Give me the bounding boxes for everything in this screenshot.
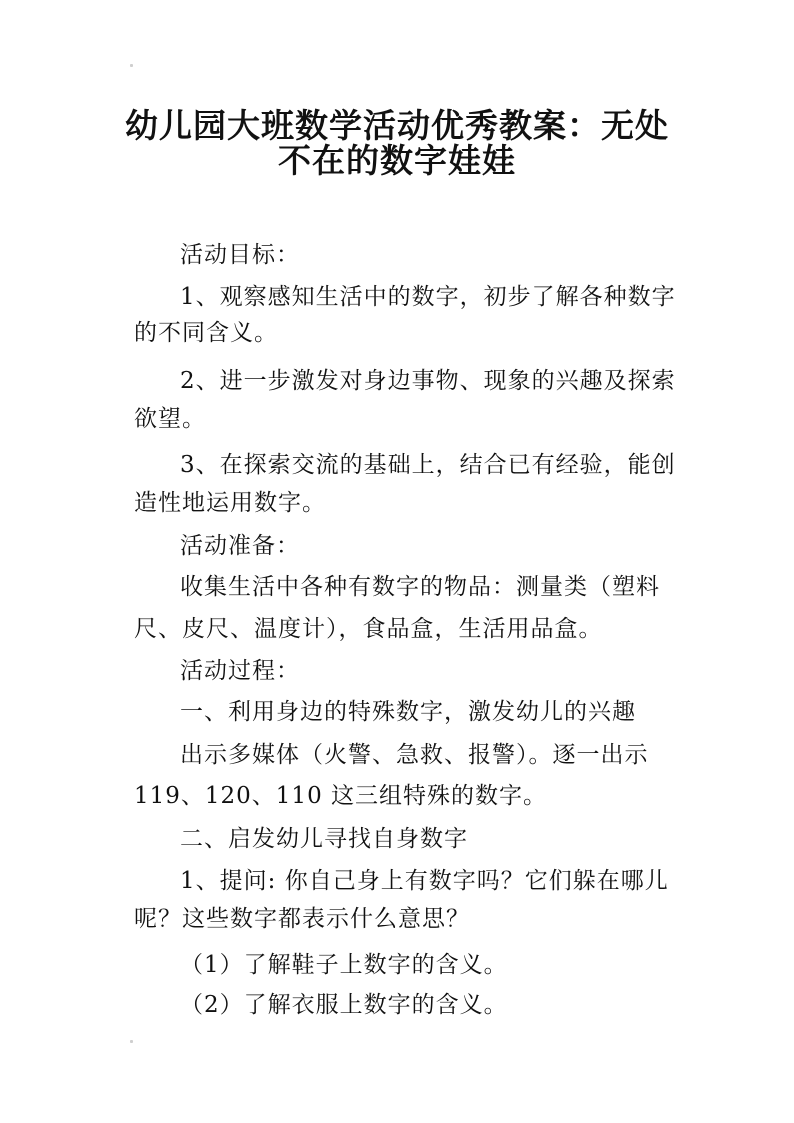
goal-2-line-1: 2、进一步激发对身边事物、现象的兴趣及探索 bbox=[180, 368, 676, 394]
process-section-1-line-2: 119、120、110 这三组特殊的数字。 bbox=[134, 783, 548, 809]
heading-activity-process: 活动过程： bbox=[180, 658, 300, 684]
corner-mark bbox=[130, 64, 133, 67]
process-section-1-line-1: 出示多媒体（火警、急救、报警）。逐一出示 bbox=[180, 742, 649, 768]
question-line-1: 1、提问: 你自己身上有数字吗？它们躲在哪儿 bbox=[180, 868, 669, 894]
document-title-line-1: 幼儿园大班数学活动优秀教案：无处 bbox=[125, 106, 669, 145]
subitem-1: （1）了解鞋子上数字的含义。 bbox=[180, 952, 508, 978]
corner-mark bbox=[130, 1040, 133, 1043]
goal-1-line-2: 的不同含义。 bbox=[134, 320, 278, 346]
goal-2-line-2: 欲望。 bbox=[134, 406, 206, 432]
goal-3-line-2: 造性地运用数字。 bbox=[134, 490, 326, 516]
question-line-2: 呢？这些数字都表示什么意思？ bbox=[134, 906, 470, 932]
process-section-1-heading: 一、利用身边的特殊数字，激发幼儿的兴趣 bbox=[180, 699, 636, 725]
heading-activity-goals: 活动目标： bbox=[180, 242, 300, 268]
preparation-line-2: 尺、皮尺、温度计），食品盒，生活用品盒。 bbox=[134, 616, 603, 642]
goal-1-line-1: 1、观察感知生活中的数字，初步了解各种数字 bbox=[180, 284, 676, 310]
document-title-line-2: 不在的数字娃娃 bbox=[278, 141, 516, 180]
subitem-2: （2）了解衣服上数字的含义。 bbox=[180, 992, 508, 1018]
goal-3-line-1: 3、在探索交流的基础上，结合已有经验，能创 bbox=[180, 452, 676, 478]
preparation-line-1: 收集生活中各种有数字的物品：测量类（塑料 bbox=[180, 574, 660, 600]
process-section-2-heading: 二、启发幼儿寻找自身数字 bbox=[180, 826, 468, 852]
heading-activity-preparation: 活动准备： bbox=[180, 533, 300, 559]
